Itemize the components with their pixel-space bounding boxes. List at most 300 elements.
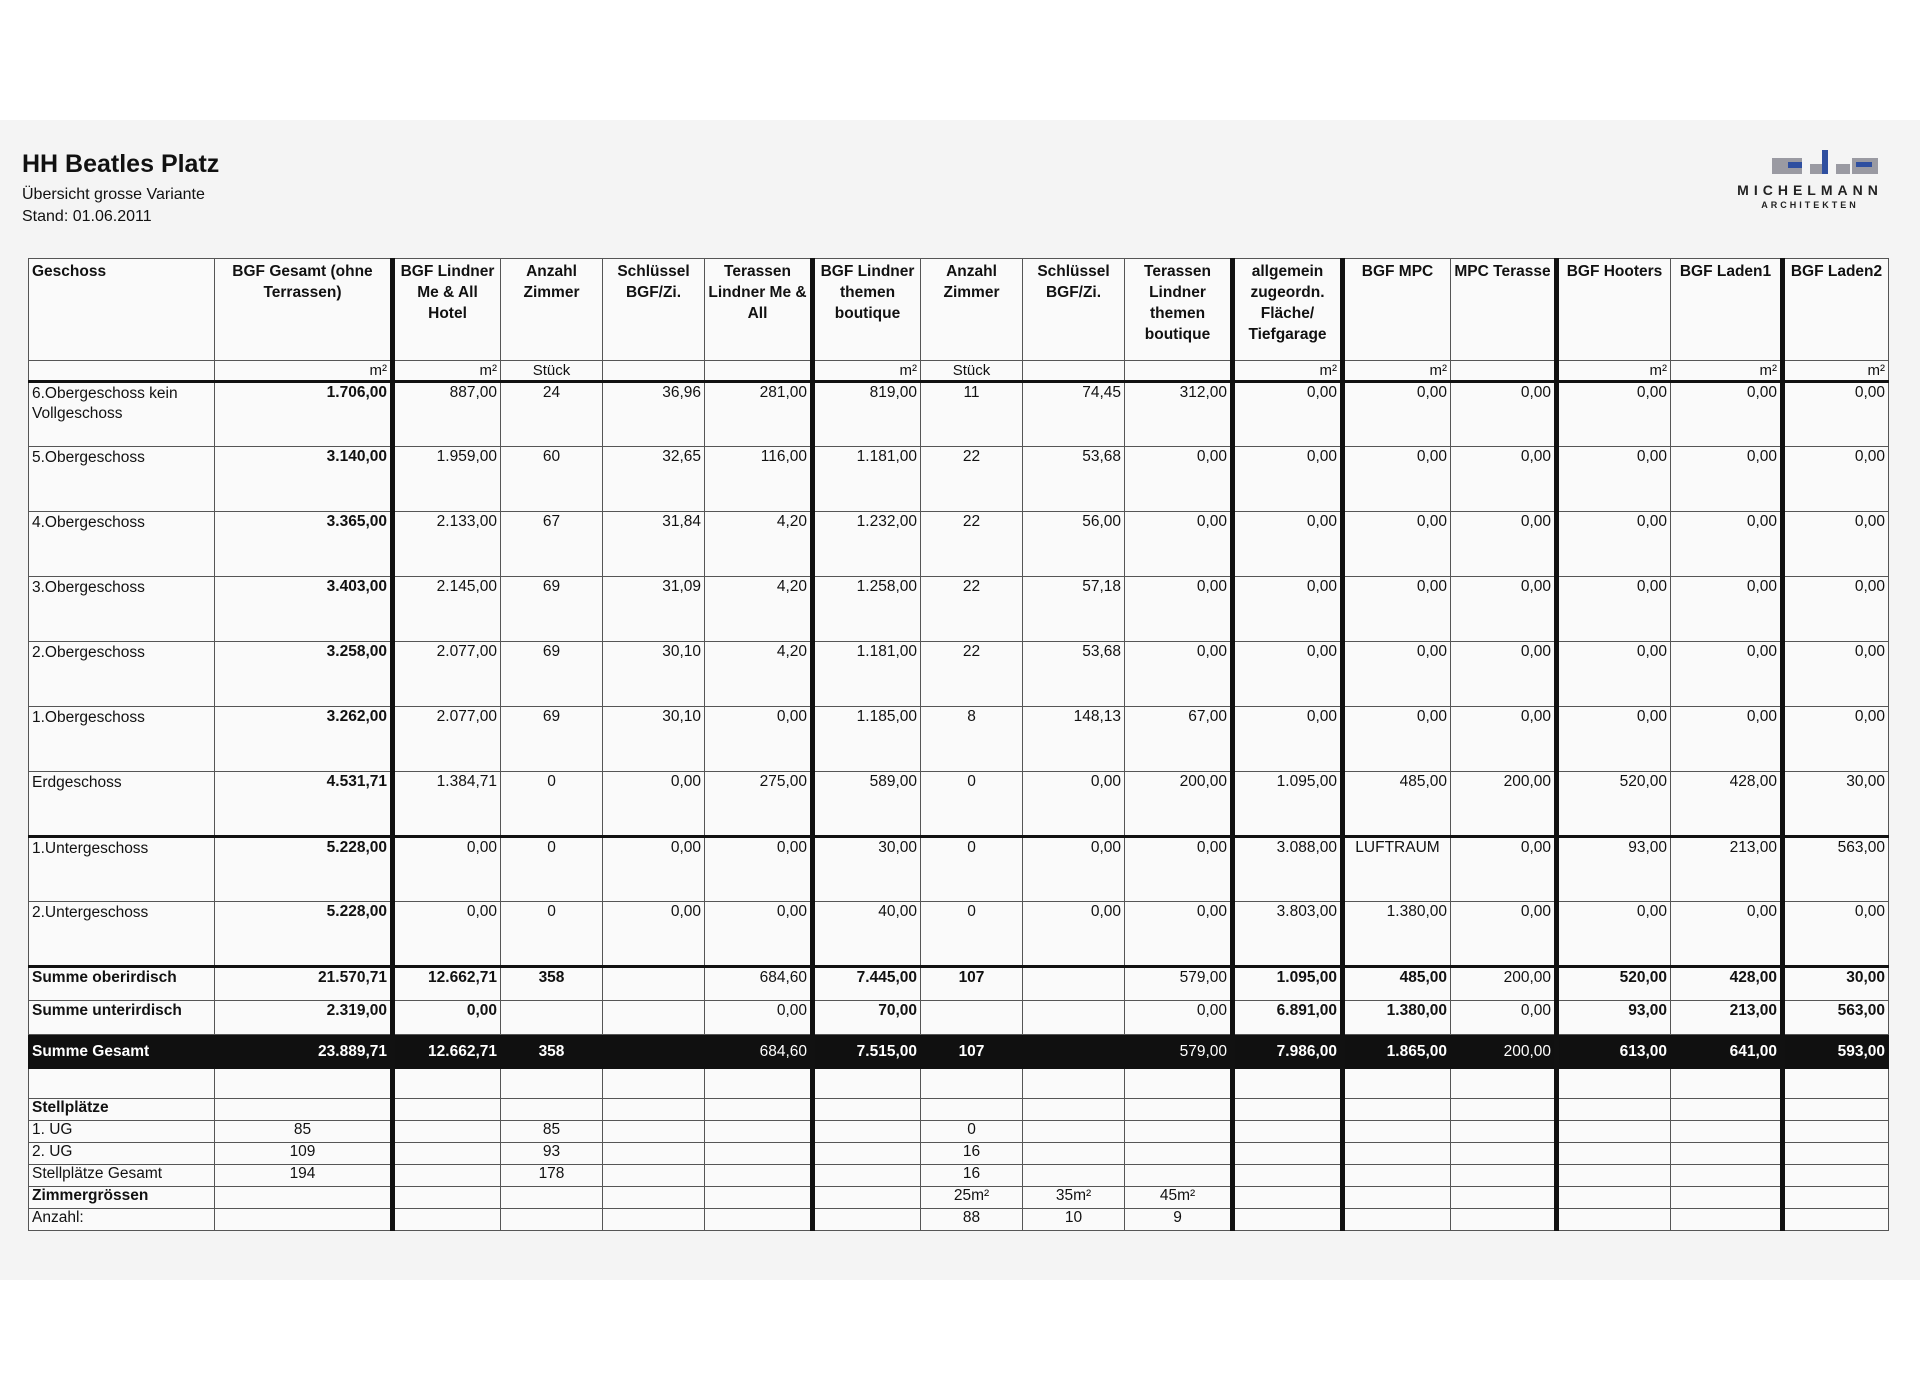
table-row <box>29 772 1889 837</box>
value-cell: 0,00 <box>1557 382 1671 447</box>
value-cell: 520,00 <box>1557 772 1671 837</box>
floor-name: 2.Untergeschoss <box>29 902 215 967</box>
empty-cell <box>393 1099 501 1121</box>
floor-name: Erdgeschoss <box>29 772 215 837</box>
empty-cell <box>1451 1187 1557 1209</box>
value-cell: 275,00 <box>705 772 813 837</box>
value-cell: 563,00 <box>1783 837 1889 902</box>
value-cell: 0,00 <box>1671 512 1783 577</box>
empty-cell <box>393 1121 501 1143</box>
parking-title: Stellplätze <box>29 1099 215 1121</box>
value-cell: 36,96 <box>603 382 705 447</box>
empty-cell <box>1343 1209 1451 1231</box>
unit-cell: m² <box>1557 361 1671 382</box>
value-cell: 22 <box>921 642 1023 707</box>
value-cell: 0,00 <box>1451 902 1557 967</box>
empty-cell <box>1343 1069 1451 1099</box>
area-table <box>28 258 1889 1231</box>
spacer-row <box>29 1069 1889 1099</box>
room-size: 35m² <box>1023 1187 1125 1209</box>
value-cell: 0,00 <box>1023 837 1125 902</box>
value-cell: 1.181,00 <box>813 642 921 707</box>
empty-cell <box>813 1165 921 1187</box>
value-cell: 887,00 <box>393 382 501 447</box>
sum-below-row <box>29 1001 1889 1035</box>
value-cell: 67 <box>501 512 603 577</box>
empty-cell <box>1671 1187 1783 1209</box>
sum-value: 30,00 <box>1783 967 1889 1001</box>
empty-cell <box>1125 1121 1233 1143</box>
room-size: 25m² <box>921 1187 1023 1209</box>
value-cell: 0,00 <box>1557 577 1671 642</box>
value-cell: 0,00 <box>1125 642 1233 707</box>
empty-cell <box>705 1069 813 1099</box>
value-cell: 56,00 <box>1023 512 1125 577</box>
value-cell: 5.228,00 <box>215 902 393 967</box>
empty-cell <box>1783 1099 1889 1121</box>
floor-name: 5.Obergeschoss <box>29 447 215 512</box>
document-sheet <box>0 120 1920 1280</box>
sum-value: 1.865,00 <box>1343 1035 1451 1069</box>
value-cell: 0,00 <box>1343 577 1451 642</box>
value-cell: 3.403,00 <box>215 577 393 642</box>
column-header: Terassen Lindner Me & All <box>705 259 813 361</box>
empty-cell <box>603 1165 705 1187</box>
empty-cell <box>1671 1069 1783 1099</box>
value-cell: 0 <box>921 902 1023 967</box>
column-header: BGF Gesamt (ohne Terrassen) <box>215 259 393 361</box>
sum-value: 579,00 <box>1125 1035 1233 1069</box>
value-cell: 0,00 <box>603 837 705 902</box>
empty-cell <box>1233 1121 1343 1143</box>
value-cell: 22 <box>921 447 1023 512</box>
table-row <box>29 707 1889 772</box>
value-cell: 1.959,00 <box>393 447 501 512</box>
value-cell: 589,00 <box>813 772 921 837</box>
value-cell: 0,00 <box>1783 902 1889 967</box>
unit-cell <box>1125 361 1233 382</box>
value-cell: 22 <box>921 512 1023 577</box>
value-cell: 0,00 <box>1783 707 1889 772</box>
michelmann-logo <box>1700 150 1920 220</box>
value-cell: 0 <box>501 772 603 837</box>
empty-cell <box>813 1187 921 1209</box>
parking-me-all: 85 <box>501 1121 603 1143</box>
value-cell: 0,00 <box>1125 577 1233 642</box>
value-cell: 0,00 <box>1125 902 1233 967</box>
sum-value: 579,00 <box>1125 967 1233 1001</box>
empty-cell <box>1343 1143 1451 1165</box>
table-row <box>29 447 1889 512</box>
value-cell: 2.077,00 <box>393 707 501 772</box>
sum-value: 593,00 <box>1783 1035 1889 1069</box>
empty-cell <box>1557 1187 1671 1209</box>
value-cell: 3.365,00 <box>215 512 393 577</box>
value-cell: 69 <box>501 707 603 772</box>
value-cell: 312,00 <box>1125 382 1233 447</box>
logo-sub: ARCHITEKTEN <box>1761 200 1859 210</box>
value-cell: 0,00 <box>1125 512 1233 577</box>
empty-cell <box>1233 1187 1343 1209</box>
column-header: Anzahl Zimmer <box>921 259 1023 361</box>
unit-cell <box>603 361 705 382</box>
empty-cell <box>1451 1099 1557 1121</box>
value-cell: 0,00 <box>1233 512 1343 577</box>
floor-name: 3.Obergeschoss <box>29 577 215 642</box>
room-count: 10 <box>1023 1209 1125 1231</box>
sum-value: 12.662,71 <box>393 1035 501 1069</box>
sum-value: 93,00 <box>1557 1001 1671 1035</box>
value-cell: 1.181,00 <box>813 447 921 512</box>
sum-value: 213,00 <box>1671 1001 1783 1035</box>
table-row <box>29 642 1889 707</box>
parking-label: 1. UG <box>29 1121 215 1143</box>
sum-value: 1.380,00 <box>1343 1001 1451 1035</box>
value-cell: 30,10 <box>603 707 705 772</box>
value-cell: 0,00 <box>1451 642 1557 707</box>
value-cell: 0,00 <box>1343 512 1451 577</box>
value-cell: 213,00 <box>1671 837 1783 902</box>
value-cell: 0,00 <box>1671 577 1783 642</box>
sum-value: 107 <box>921 967 1023 1001</box>
empty-cell <box>393 1187 501 1209</box>
value-cell: 0,00 <box>1451 707 1557 772</box>
column-header: Schlüssel BGF/Zi. <box>603 259 705 361</box>
value-cell: 0,00 <box>705 837 813 902</box>
empty-cell <box>603 1069 705 1099</box>
parking-total: 85 <box>215 1121 393 1143</box>
parking-me-all: 178 <box>501 1165 603 1187</box>
value-cell: 0 <box>921 772 1023 837</box>
empty-cell <box>1125 1099 1233 1121</box>
empty-cell <box>1233 1069 1343 1099</box>
empty-cell <box>501 1099 603 1121</box>
sum-value <box>1023 1001 1125 1035</box>
empty-cell <box>501 1187 603 1209</box>
empty-cell <box>215 1187 393 1209</box>
unit-cell <box>705 361 813 382</box>
document-date: Stand: 01.06.2011 <box>22 208 152 225</box>
sum-total-row <box>29 1035 1889 1069</box>
value-cell: 0 <box>921 837 1023 902</box>
table-row <box>29 382 1889 447</box>
value-cell: 0,00 <box>1233 382 1343 447</box>
value-cell: 8 <box>921 707 1023 772</box>
unit-cell: m² <box>393 361 501 382</box>
unit-cell: Stück <box>501 361 603 382</box>
logo-name: MICHELMANN <box>1737 182 1883 198</box>
room-size: 45m² <box>1125 1187 1233 1209</box>
value-cell: 32,65 <box>603 447 705 512</box>
empty-cell <box>1557 1069 1671 1099</box>
sum-value: 107 <box>921 1035 1023 1069</box>
empty-cell <box>1451 1069 1557 1099</box>
empty-cell <box>1233 1143 1343 1165</box>
sum-label: Summe oberirdisch <box>29 967 215 1001</box>
empty-cell <box>1343 1187 1451 1209</box>
value-cell: 69 <box>501 642 603 707</box>
empty-cell <box>705 1121 813 1143</box>
empty-cell <box>1023 1121 1125 1143</box>
parking-row <box>29 1143 1889 1165</box>
column-header: MPC Terasse <box>1451 259 1557 361</box>
sum-value: 23.889,71 <box>215 1035 393 1069</box>
value-cell: 24 <box>501 382 603 447</box>
sum-value: 0,00 <box>705 1001 813 1035</box>
empty-cell <box>705 1209 813 1231</box>
parking-total: 109 <box>215 1143 393 1165</box>
empty-cell <box>1783 1209 1889 1231</box>
empty-cell <box>705 1099 813 1121</box>
table-row <box>29 577 1889 642</box>
empty-cell <box>1783 1069 1889 1099</box>
value-cell: 0,00 <box>393 902 501 967</box>
value-cell: 0,00 <box>1783 382 1889 447</box>
empty-cell <box>603 1099 705 1121</box>
empty-cell <box>1451 1121 1557 1143</box>
sum-value <box>501 1001 603 1035</box>
empty-cell <box>1125 1143 1233 1165</box>
empty-cell <box>1451 1143 1557 1165</box>
floor-name: 1.Obergeschoss <box>29 707 215 772</box>
empty-cell <box>1023 1099 1125 1121</box>
empty-cell <box>813 1121 921 1143</box>
value-cell: 5.228,00 <box>215 837 393 902</box>
sum-value <box>603 967 705 1001</box>
sum-value <box>1023 967 1125 1001</box>
value-cell: 819,00 <box>813 382 921 447</box>
value-cell: LUFTRAUM <box>1343 837 1451 902</box>
empty-cell <box>1451 1209 1557 1231</box>
empty-cell <box>393 1209 501 1231</box>
rooms-title: Zimmergrössen <box>29 1187 215 1209</box>
value-cell: 0,00 <box>1125 837 1233 902</box>
empty-cell <box>813 1209 921 1231</box>
unit-cell: m² <box>1783 361 1889 382</box>
value-cell: 3.803,00 <box>1233 902 1343 967</box>
value-cell: 485,00 <box>1343 772 1451 837</box>
value-cell: 30,00 <box>1783 772 1889 837</box>
room-count: 88 <box>921 1209 1023 1231</box>
empty-cell <box>1671 1165 1783 1187</box>
value-cell: 74,45 <box>1023 382 1125 447</box>
sum-value <box>603 1001 705 1035</box>
unit-cell: m² <box>215 361 393 382</box>
column-header: Schlüssel BGF/Zi. <box>1023 259 1125 361</box>
unit-cell <box>1451 361 1557 382</box>
parking-boutique: 16 <box>921 1143 1023 1165</box>
column-header: Terassen Lindner themen boutique <box>1125 259 1233 361</box>
value-cell: 0,00 <box>1343 707 1451 772</box>
value-cell: 0,00 <box>1783 577 1889 642</box>
value-cell: 67,00 <box>1125 707 1233 772</box>
header-row <box>29 259 1889 361</box>
empty-cell <box>1783 1143 1889 1165</box>
value-cell: 4,20 <box>705 577 813 642</box>
floor-name: 1.Untergeschoss <box>29 837 215 902</box>
sum-above-row <box>29 967 1889 1001</box>
empty-cell <box>813 1099 921 1121</box>
value-cell: 2.077,00 <box>393 642 501 707</box>
value-cell: 281,00 <box>705 382 813 447</box>
value-cell: 4,20 <box>705 512 813 577</box>
sum-value: 684,60 <box>705 1035 813 1069</box>
empty-cell <box>1783 1187 1889 1209</box>
empty-cell <box>1233 1165 1343 1187</box>
column-header: BGF Lindner themen boutique <box>813 259 921 361</box>
empty-cell <box>1783 1165 1889 1187</box>
value-cell: 1.258,00 <box>813 577 921 642</box>
sum-label: Summe Gesamt <box>29 1035 215 1069</box>
floor-name: 4.Obergeschoss <box>29 512 215 577</box>
sum-value: 6.891,00 <box>1233 1001 1343 1035</box>
empty-cell <box>1671 1099 1783 1121</box>
value-cell: 148,13 <box>1023 707 1125 772</box>
value-cell: 116,00 <box>705 447 813 512</box>
value-cell: 69 <box>501 577 603 642</box>
value-cell: 0 <box>501 837 603 902</box>
empty-cell <box>1233 1099 1343 1121</box>
value-cell: 0,00 <box>1451 577 1557 642</box>
sum-value <box>921 1001 1023 1035</box>
column-header: Geschoss <box>29 259 215 361</box>
value-cell: 4,20 <box>705 642 813 707</box>
value-cell: 0,00 <box>1671 447 1783 512</box>
empty-cell <box>705 1165 813 1187</box>
empty-cell <box>215 1209 393 1231</box>
value-cell: 0,00 <box>1783 642 1889 707</box>
column-header: Anzahl Zimmer <box>501 259 603 361</box>
sum-value: 684,60 <box>705 967 813 1001</box>
value-cell: 2.145,00 <box>393 577 501 642</box>
value-cell: 0,00 <box>603 772 705 837</box>
column-header: BGF Hooters <box>1557 259 1671 361</box>
value-cell: 2.133,00 <box>393 512 501 577</box>
empty-cell <box>705 1187 813 1209</box>
sum-value: 520,00 <box>1557 967 1671 1001</box>
value-cell: 0,00 <box>1023 902 1125 967</box>
empty-cell <box>1023 1069 1125 1099</box>
parking-label: Stellplätze Gesamt <box>29 1165 215 1187</box>
value-cell: 1.380,00 <box>1343 902 1451 967</box>
value-cell: 0,00 <box>1233 577 1343 642</box>
empty-cell <box>1557 1121 1671 1143</box>
value-cell: 22 <box>921 577 1023 642</box>
value-cell: 3.140,00 <box>215 447 393 512</box>
logo-mark-icon <box>1770 150 1880 176</box>
sum-value: 641,00 <box>1671 1035 1783 1069</box>
parking-row <box>29 1165 1889 1187</box>
empty-cell <box>393 1143 501 1165</box>
parking-boutique: 0 <box>921 1121 1023 1143</box>
value-cell: 0,00 <box>1557 447 1671 512</box>
value-cell: 0,00 <box>1557 902 1671 967</box>
empty-cell <box>603 1143 705 1165</box>
value-cell: 0,00 <box>1125 447 1233 512</box>
empty-cell <box>1671 1143 1783 1165</box>
empty-cell <box>393 1165 501 1187</box>
sum-value: 7.445,00 <box>813 967 921 1001</box>
value-cell: 3.262,00 <box>215 707 393 772</box>
empty-cell <box>1557 1099 1671 1121</box>
sum-value: 200,00 <box>1451 1035 1557 1069</box>
value-cell: 40,00 <box>813 902 921 967</box>
sum-value: 0,00 <box>1451 1001 1557 1035</box>
value-cell: 0,00 <box>393 837 501 902</box>
sum-value: 21.570,71 <box>215 967 393 1001</box>
empty-cell <box>1343 1099 1451 1121</box>
rooms-count-label: Anzahl: <box>29 1209 215 1231</box>
sum-value: 485,00 <box>1343 967 1451 1001</box>
empty-cell <box>1125 1165 1233 1187</box>
value-cell: 1.706,00 <box>215 382 393 447</box>
value-cell: 31,84 <box>603 512 705 577</box>
unit-cell: m² <box>1671 361 1783 382</box>
sum-value: 428,00 <box>1671 967 1783 1001</box>
parking-boutique: 16 <box>921 1165 1023 1187</box>
value-cell: 30,00 <box>813 837 921 902</box>
value-cell: 0,00 <box>603 902 705 967</box>
empty-cell <box>603 1187 705 1209</box>
value-cell: 0,00 <box>1557 512 1671 577</box>
value-cell: 0,00 <box>1233 707 1343 772</box>
unit-cell <box>1023 361 1125 382</box>
sum-value: 200,00 <box>1451 967 1557 1001</box>
column-header: BGF Laden2 <box>1783 259 1889 361</box>
room-counts-row <box>29 1209 1889 1231</box>
floor-name: 6.Obergeschoss kein Vollgeschoss <box>29 382 215 447</box>
empty-cell <box>501 1069 603 1099</box>
value-cell: 0,00 <box>1783 512 1889 577</box>
empty-cell <box>215 1069 393 1099</box>
value-cell: 0,00 <box>705 707 813 772</box>
empty-cell <box>1343 1165 1451 1187</box>
table-row <box>29 837 1889 902</box>
unit-cell: m² <box>1233 361 1343 382</box>
units-row <box>29 361 1889 382</box>
empty-cell <box>393 1069 501 1099</box>
floor-name: 2.Obergeschoss <box>29 642 215 707</box>
unit-cell <box>29 361 215 382</box>
room-sizes-row <box>29 1187 1889 1209</box>
parking-me-all: 93 <box>501 1143 603 1165</box>
column-header: BGF Laden1 <box>1671 259 1783 361</box>
parking-total: 194 <box>215 1165 393 1187</box>
room-count: 9 <box>1125 1209 1233 1231</box>
value-cell: 1.185,00 <box>813 707 921 772</box>
value-cell: 31,09 <box>603 577 705 642</box>
empty-cell <box>603 1209 705 1231</box>
empty-cell <box>1557 1143 1671 1165</box>
sum-value: 7.515,00 <box>813 1035 921 1069</box>
parking-title-row <box>29 1099 1889 1121</box>
value-cell: 0,00 <box>1783 447 1889 512</box>
value-cell: 0,00 <box>1343 382 1451 447</box>
column-header: BGF MPC <box>1343 259 1451 361</box>
sum-value: 1.095,00 <box>1233 967 1343 1001</box>
sum-value <box>603 1035 705 1069</box>
empty-cell <box>813 1069 921 1099</box>
parking-label: 2. UG <box>29 1143 215 1165</box>
value-cell: 30,10 <box>603 642 705 707</box>
table-row <box>29 902 1889 967</box>
empty-cell <box>1125 1069 1233 1099</box>
empty-cell <box>1023 1143 1125 1165</box>
empty-cell <box>705 1143 813 1165</box>
value-cell: 0,00 <box>1451 382 1557 447</box>
empty-cell <box>1233 1209 1343 1231</box>
value-cell: 0 <box>501 902 603 967</box>
